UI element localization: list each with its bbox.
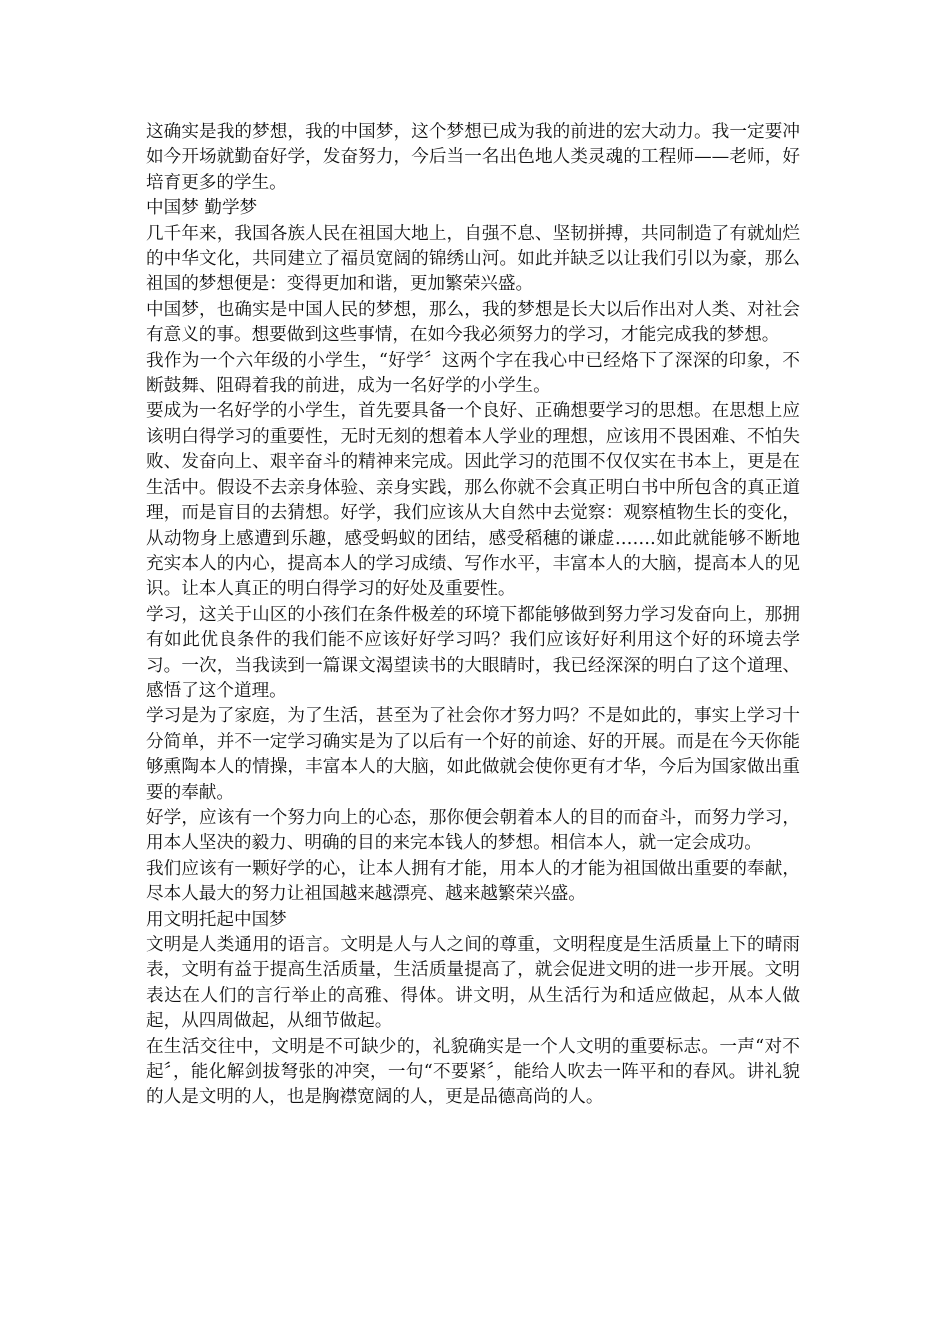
- paragraph-chinese-culture: 几千年来，我国各族人民在祖国大地上，自强不息、坚韧拼搏，共同制造了有就灿烂的中华文化，共同建立了福员宽阔的锦绣山河。如此并缺乏以让我们引以为豪，那么祖国的梦想便是：变得更加和谐，更加繁荣兴盛。: [146, 223, 800, 295]
- paragraph-politeness: 在生活交往中，文明是不可缺少的，礼貌确实是一个人文明的重要标志。一声“对不起〞，能化解剑拔弩张的冲突，一句“不要紧〞，能给人吹去一阵平和的春风。讲礼貌的人是文明的人，也是胸襟宽阔的人，更是品德高尚的人。: [146, 1036, 800, 1108]
- paragraph-learning-attitude: 要成为一名好学的小学生，首先要具备一个良好、正确想要学习的思想。在思想上应该明白得学习的重要性，无时无刻的想着本人学业的理想，应该用不畏困难、不怕失败、发奋向上、艰辛奋斗的精神来完成。因此学习的范围不仅仅实在书本上，更是在生活中。假设不去亲身体验、亲身实践，那么你就不会真正明白书中所包含的真正道理，而是盲目的去猜想。好学，我们应该从大自然中去觉察：观察植物生长的变化，从动物身上感遭到乐趣，感受蚂蚁的团结，感受稻穗的谦虚…….如此就能够不断地充实本人的内心，提高本人的学习成绩、写作水平，丰富本人的大脑，提高本人的见识。让本人真正的明白得学习的好处及重要性。: [146, 401, 800, 600]
- paragraph-sixth-grader: 我作为一个六年级的小学生，“好学〞这两个字在我心中已经烙下了深深的印象，不断鼓舞、阻碍着我的前进，成为一名好学的小学生。: [146, 350, 800, 397]
- document-page: [146, 120, 800, 1111]
- paragraph-mountain-children: 学习，这关于山区的小孩们在条件极差的环境下都能够做到努力学习发奋向上，那拥有如此优良条件的我们能不应该好好学习吗？我们应该好好利用这个好的环境去学习。一次，当我读到一篇课文渴望读书的大眼睛时，我已经深深的明白了这个道理、感悟了这个道理。: [146, 604, 800, 701]
- paragraph-dream-teacher: 这确实是我的梦想，我的中国梦，这个梦想已成为我的前进的宏大动力。我一定要冲如今开场就勤奋好学，发奋努力，今后当一名出色地人类灵魂的工程师——老师，好培育更多的学生。: [146, 122, 800, 193]
- paragraph-mindset: 好学，应该有一个努力向上的心态，那你便会朝着本人的目的而奋斗，而努力学习，用本人坚决的毅力、明确的目的来完本钱人的梦想。相信本人，就一定会成功。: [146, 807, 800, 854]
- paragraph-my-dream: 中国梦，也确实是中国人民的梦想，那么，我的梦想是长大以后作出对人类、对社会有意义的事。想要做到这些事情，在如今我必须努力的学习，才能完成我的梦想。: [146, 299, 800, 346]
- section-title-study-dream: 中国梦 勤学梦: [146, 198, 258, 219]
- section-title-civilization: 用文明托起中国梦: [146, 909, 287, 930]
- paragraph-civilization: 文明是人类通用的语言。文明是人与人之间的尊重，文明程度是生活质量上下的晴雨表，文明有益于提高生活质量，生活质量提高了，就会促进文明的进一步开展。文明表达在人们的言行举止的高雅、得体。讲文明，从生活行为和适应做起，从本人做起，从四周做起，从细节做起。: [146, 935, 800, 1032]
- paragraph-why-learn: 学习是为了家庭，为了生活，甚至为了社会你才努力吗？不是如此的，事实上学习十分简单，并不一定学习确实是为了以后有一个好的前途、好的开展。而是在今天你能够熏陶本人的情操，丰富本人的大脑，如此做就会使你更有才华，今后为国家做出重要的奉献。: [146, 706, 800, 803]
- paragraph-studious-heart: 我们应该有一颗好学的心，让本人拥有才能，用本人的才能为祖国做出重要的奉献，尽本人最大的努力让祖国越来越漂亮、越来越繁荣兴盛。: [146, 858, 800, 905]
